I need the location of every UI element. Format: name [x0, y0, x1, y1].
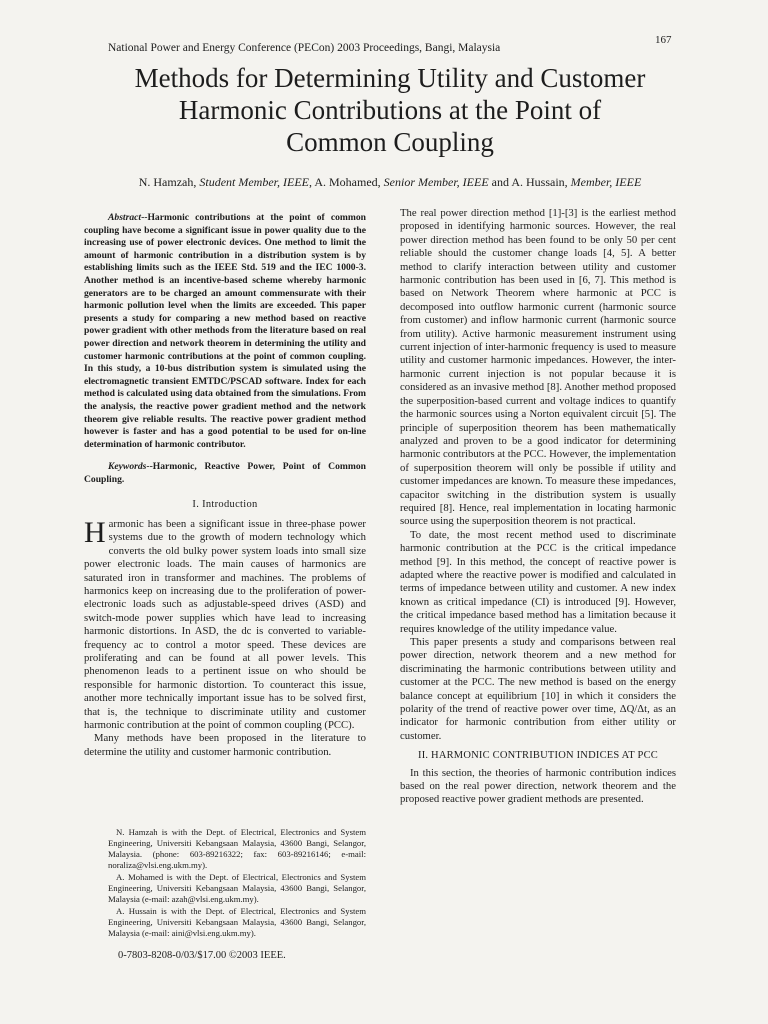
page-number: 167 [655, 34, 672, 46]
author-3-role: Member, IEEE [570, 175, 642, 189]
right-paragraph-1: The real power direction method [1]-[3] is the earliest method proposed in identifying harmonic sources. However, the real power direction method has been found to be only 50 per cent reliable should the customer change loads [4, 5]. A better method to clarify interaction between utility and customer harmonic contribution has been used in [6, 7]. This method is based on Network Theorem where harmonic at PCC is decomposed into outflow harmonic current (harmonic source from customer) and inflow harmonic current (harmonic source from utility). Active harmonic measurement instrument using current injection of inter-harmonic frequency is used to measure utility and customer harmonic impedances. However, the inter-harmonic current injection is not popular because it is considered as an invasive method [8]. Another method proposed the superposition-based current and voltage indices to quantify the harmonic sources using a Norton equivalent circuit [5]. The principle of superposition theorem has been mathematically analyzed and proven to be a good indicator for determining harmonic contributors at the PCC. However, the implementation of superposition theorem will only be possible if utility and customer impedances are known. To measure these impedances, capacitor switching in the distribution system is usually required [8]. Hence, real implementation in locating harmonic source using the superposition theorem is not practical. [400, 207, 676, 528]
footnote-2: A. Mohamed is with the Dept. of Electrical, Electronics and System Engineering, Universiti Kebangsaan Malaysia, 43600 Bangi, Selangor, Malaysia (e-mail: azah@vlsi.eng.ukm.my). [108, 872, 366, 904]
abstract-text: --Harmonic contributions at the point of common coupling have become a significant issue in power quality due to the increasing use of power electronic devices. One method to limit the amount of harmonic contribution in a distribution system is by establishing limits such as the IEEE Std. 519 and the IEC 1000-3. Another method is an incentive-based scheme whereby harmonic generators are to be charged an amount commensurate with their harmonic pollution level when the limits are exceeded. This paper presents a study for comparing a new method based on reactive power gradient with other methods from the literature based on real power direction and network theorem in determining the utility and customer harmonic contributions at the point of common coupling. In this study, a 10-bus distribution system is simulated using the electromagnetic transient EMTDC/PSCAD software. Index for each method is calculated using data obtained from the simulations. From the analysis, the reactive power gradient method and the network theorem give reliable results. The reactive power gradient method however is faster and has a good potential to be used for on-line determination of harmonic contributor. [84, 212, 366, 450]
conference-header: National Power and Energy Conference (PECon) 2003 Proceedings, Bangi, Malaysia [108, 42, 501, 54]
intro-paragraph-2: Many methods have been proposed in the literature to determine the utility and customer harmonic contribution. [84, 732, 366, 758]
right-column [400, 207, 676, 807]
author-footnotes [108, 827, 366, 940]
section-1-heading: I. Introduction [192, 499, 258, 511]
right-paragraph-2: To date, the most recent method used to discriminate harmonic contribution at the PCC is the critical impedance method [9]. In this method, the concept of reactive power is adapted where the reactive power is modified and calculated in terms of impedance between utility and customer. A new index known as critical impedance (CI) is introduced [9]. However, the critical impedance based method has a limitation because it requires knowledge of the utility impedance value. [400, 528, 676, 635]
footnote-1: N. Hamzah is with the Dept. of Electrical, Electronics and System Engineering, Universiti Kebangsaan Malaysia, 43600 Bangi, Selangor, Malaysia. (phone: 603-89216322; fax: 603-89216146; e-mail: noraliza@vlsi.eng.ukm.my). [108, 827, 366, 870]
abstract [84, 212, 366, 451]
dropcap: H [84, 515, 106, 549]
author-1-role: Student Member, IEEE [199, 175, 309, 189]
right-paragraph-4: In this section, the theories of harmonic contribution indices based on the real power direction, network theorem and the proposed reactive power gradient methods are presented. [400, 766, 676, 806]
title-line-1: Methods for Determining Utility and Customer [134, 63, 646, 93]
author-1-name: N. Hamzah, [138, 175, 200, 189]
keywords-lead: Keywords [108, 461, 147, 473]
intro-paragraph-1-text: armonic has been a significant issue in three-phase power systems due to the growth of modern technology which converts the old bulky power system loads into small size power electronic loads. The main causes of harmonics are saturated iron in transformer and machines. The problems of harmonics keep on increasing due to the proliferation of power-electronic loads such as adjustable-speed drives (ASD) and switch-mode power supplies which have lead to increasing harmonic distortions. In ASD, the dc is converted to variable-frequency ac to control a motor speed. These devices are proliferating and can be found at all power levels. This phenomenon leads to a pertinent issue on who should be responsible for harmonic distortion. To counteract this issue, another more technically important issue has to be solved first, that is, the technique to discriminate utility and customer harmonic contribution at the point of common coupling (PCC). [84, 517, 366, 731]
title-line-2: Harmonic Contributions at the Point of [178, 95, 602, 125]
abstract-lead: Abstract [108, 212, 142, 223]
author-2-role: Senior Member, IEEE [383, 175, 489, 189]
section-2-heading: II. HARMONIC CONTRIBUTION INDICES AT PCC [418, 750, 658, 762]
keywords [84, 461, 366, 486]
author-2-name: , A. Mohamed, [309, 175, 384, 189]
paper-title [90, 62, 690, 158]
author-3-name: and A. Hussain, [488, 175, 571, 189]
keywords-text: --Harmonic, Reactive Power, Point of Common Coupling. [84, 461, 366, 485]
author-line [80, 175, 700, 190]
title-line-3: Common Coupling [286, 127, 494, 157]
right-paragraph-3: This paper presents a study and comparisons between real power direction, network theorem and a new method for discriminating the harmonic contributions between utility and customer at the PCC. The new method is based on the energy balance concept at equilibrium [10] in which it considers the polarity of the trend of reactive power over time, ΔQ/Δt, as an indicator for harmonic contribution from either utility or customer. [400, 636, 676, 742]
intro-paragraph-1 [84, 515, 366, 733]
left-column [84, 212, 366, 759]
footnote-3: A. Hussain is with the Dept. of Electrical, Electronics and System Engineering, Universiti Kebangsaan Malaysia, 43600 Bangi, Selangor, Malaysia (e-mail: aini@vlsi.eng.ukm.my). [108, 906, 366, 938]
isbn-copyright: 0-7803-8208-0/03/$17.00 ©2003 IEEE. [118, 950, 286, 961]
